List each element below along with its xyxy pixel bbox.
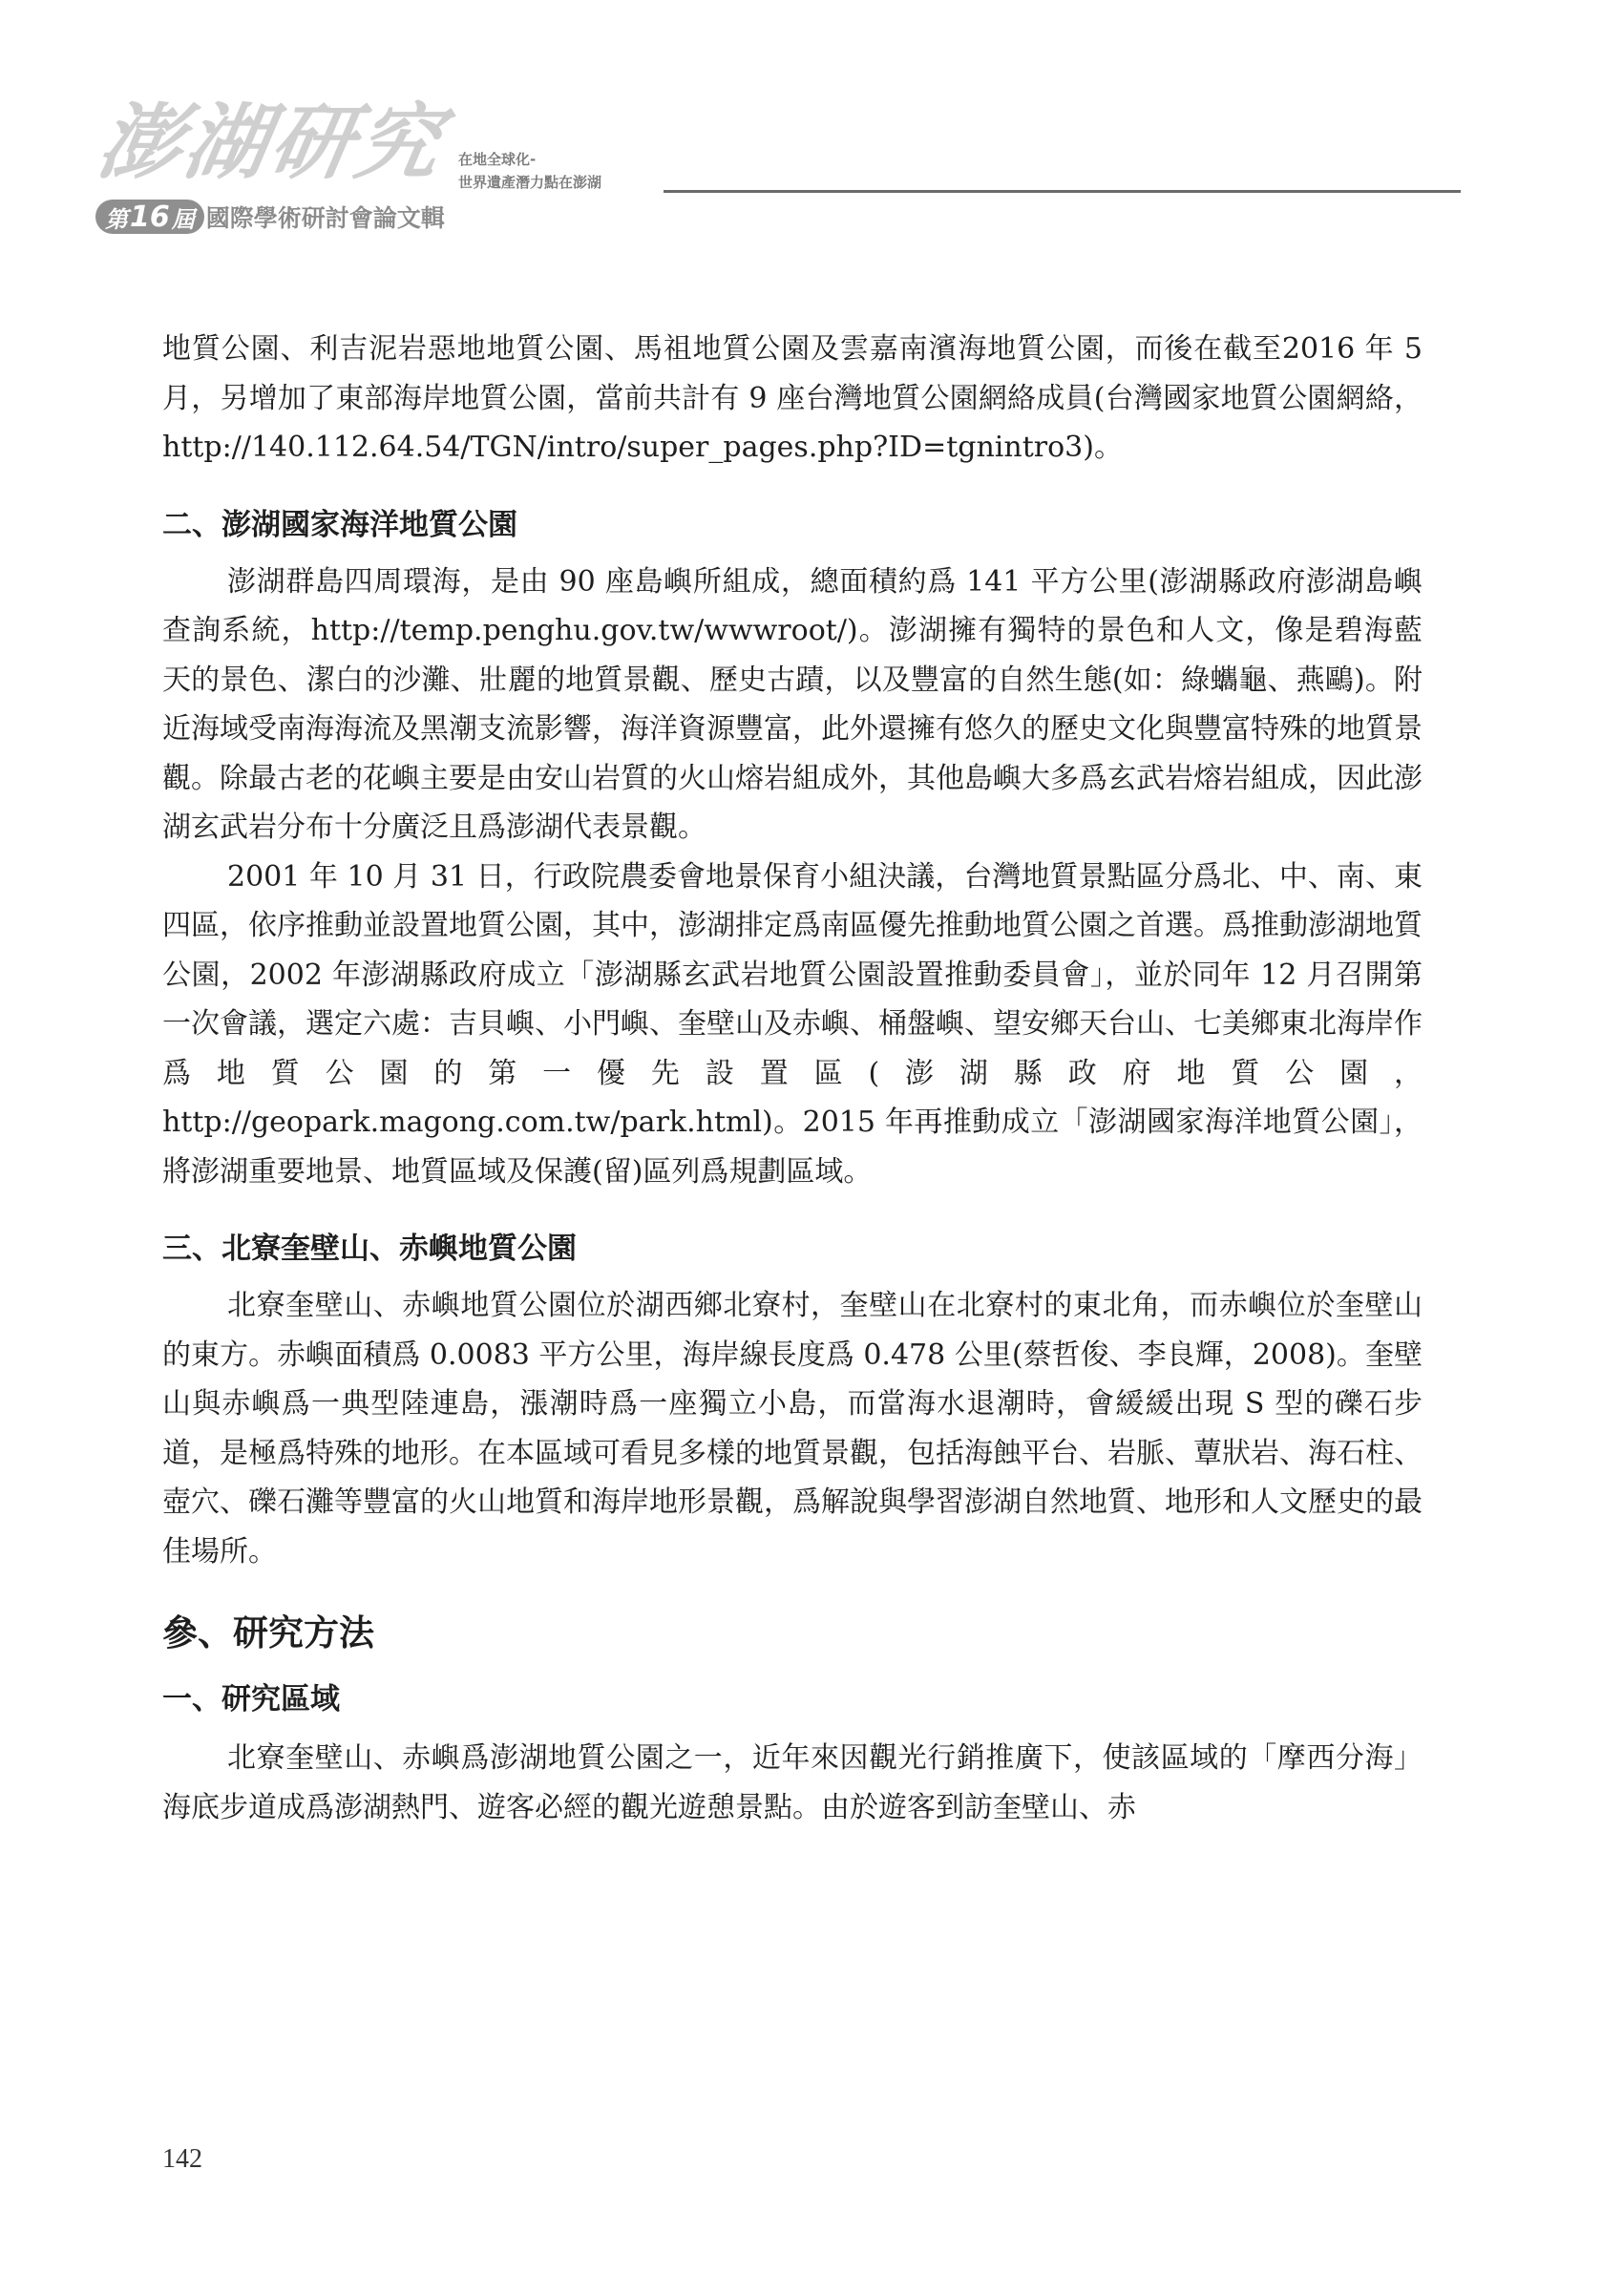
journal-logo-title: 澎湖研究 (91, 95, 452, 191)
edition-badge-prefix: 第 (105, 205, 128, 233)
conference-title: 國際學術研討會論文輯 (205, 204, 445, 232)
paragraph-study-area: 北寮奎壁山、赤嶼爲澎湖地質公園之一，近年來因觀光行銷推廣下，使該區域的「摩西分海」海底步道成爲澎湖熱門、遊客必經的觀光遊憩景點。由於遊客到訪奎壁山、赤 (162, 1741, 1423, 1824)
chapter-heading-research-methods: 參、研究方法 (162, 1612, 374, 1654)
paragraph-kuibishan-chiyu: 北寮奎壁山、赤嶼地質公園位於湖西鄉北寮村，奎壁山在北寮村的東北角，而赤嶼位於奎壁山的東方。赤嶼面積爲 0.0083 平方公里，海岸線長度爲 0.478 公里(蔡哲俊、李良輝，2008)。奎壁山與赤嶼爲一典型陸連島，漲潮時爲一座獨立小島，而當海水退潮時，會緩緩出現 S 型的礫石步道，是極爲特殊的地形。在本區域可看見多樣的地質景觀，包括海蝕平台、岩脈、蕈狀岩、海石柱、壺穴、礫石灘等豐富的火山地質和海岸地形景觀，爲解說與學習澎湖自然地質、地形和人文歷史的最佳場所。 (162, 1289, 1423, 1569)
paragraph-geoparks-network: 地質公園、利吉泥岩惡地地質公園、馬祖地質公園及雲嘉南濱海地質公園，而後在截至2016 年 5 月，另增加了東部海岸地質公園，當前共計有 9 座台灣地質公園網絡成員(台灣國家地質公園網絡，http://140.112.64.54/TGN/intro/super_pages.php?ID=tgnintro3)。 (162, 332, 1423, 464)
edition-badge-suffix: 屆 (171, 205, 195, 233)
edition-badge (95, 200, 204, 234)
header-divider (664, 190, 1461, 193)
tagline-line-1: 在地全球化- (458, 151, 537, 168)
conference-tagline (458, 148, 601, 194)
section-heading-penghu-marine-geopark: 二、澎湖國家海洋地質公園 (162, 507, 517, 542)
section-heading-kuibishan-chiyu: 三、北寮奎壁山、赤嶼地質公園 (162, 1232, 577, 1266)
page-number: 142 (162, 2144, 202, 2174)
paragraph-geopark-history: 2001 年 10 月 31 日，行政院農委會地景保育小組決議，台灣地質景點區分爲北、中、南、東四區，依序推動並設置地質公園，其中，澎湖排定爲南區優先推動地質公園之首選。爲推動澎湖地質公園，2002 年澎湖縣政府成立「澎湖縣玄武岩地質公園設置推動委員會」，並於同年 12 月召開第一次會議，選定六處：吉貝嶼、小門嶼、奎壁山及赤嶼、桶盤嶼、望安鄉天台山、七美鄉東北海岸作爲地質公園的第一優先設置區(澎湖縣政府地質公園，http://geopark.magong.com.tw/park.html)。2015 年再推動成立「澎湖國家海洋地質公園」，將澎湖重要地景、地質區域及保護(留)區列爲規劃區域。 (162, 859, 1423, 1189)
tagline-line-2: 世界遺產潛力點在澎湖 (458, 174, 602, 191)
edition-number: 16 (130, 200, 170, 234)
page-body (162, 325, 1423, 1832)
journal-logo-subtitle (95, 198, 445, 236)
page-header (91, 91, 1461, 253)
paragraph-penghu-islands: 澎湖群島四周環海，是由 90 座島嶼所組成，總面積約爲 141 平方公里(澎湖縣政府澎湖島嶼查詢系統，http://temp.penghu.gov.tw/wwwroot/)。澎湖擁有獨特的景色和人文，像是碧海藍天的景色、潔白的沙灘、壯麗的地質景觀、歷史古蹟，以及豐富的自然生態(如：綠蠵龜、燕鷗)。附近海域受南海海流及黑潮支流影響，海洋資源豐富，此外還擁有悠久的歷史文化與豐富特殊的地質景觀。除最古老的花嶼主要是由安山岩質的火山熔岩組成外，其他島嶼大多爲玄武岩熔岩組成，因此澎湖玄武岩分布十分廣泛且爲澎湖代表景觀。 (162, 564, 1423, 844)
section-heading-study-area: 一、研究區域 (162, 1682, 340, 1717)
